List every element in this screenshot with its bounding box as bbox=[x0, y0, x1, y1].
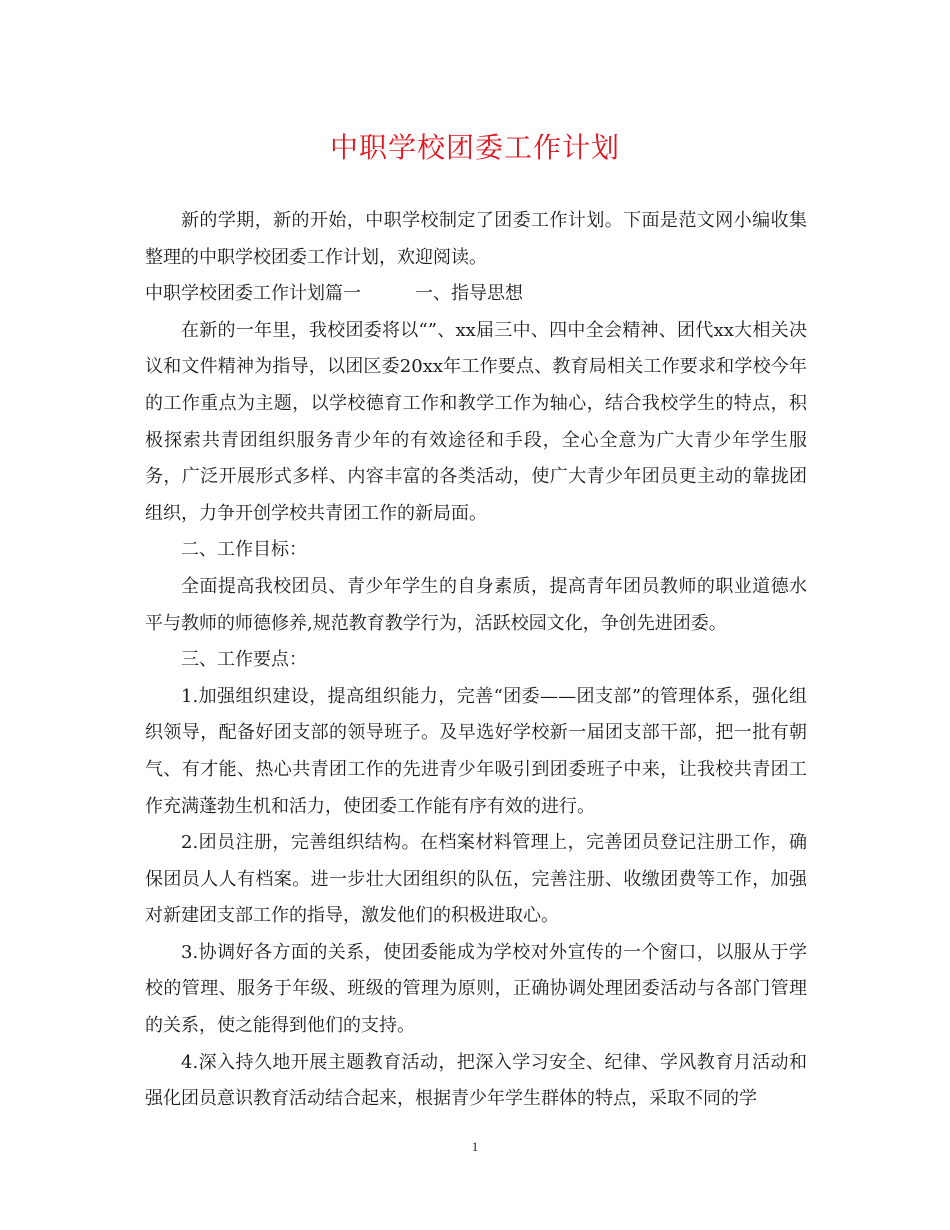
work-goals-paragraph: 全面提高我校团员、青少年学生的自身素质，提高青年团员教师的职业道德水平与教师的师德修养,规范教育教学行为，活跃校园文化，争创先进团委。 bbox=[145, 575, 807, 634]
work-points-heading: 三、工作要点： bbox=[181, 649, 307, 671]
section-heading: 中职学校团委工作计划篇一 一、指导思想 bbox=[145, 283, 523, 305]
work-point-1: 1.加强组织建设，提高组织能力，完善“团委——团支部”的管理体系，强化组织领导，配备好团支部的领导班子。及早选好学校新一届团支部干部，把一批有朝气、有才能、热心共青团工作的先进青少年吸引到团委班子中来，让我校共青团工作充满蓬勃生机和活力，使团委工作能有序有效的进行。 bbox=[145, 685, 807, 817]
page-number: 1 bbox=[471, 1139, 479, 1154]
work-goals-heading: 二、工作目标： bbox=[181, 539, 307, 561]
intro-paragraph: 新的学期，新的开始，中职学校制定了团委工作计划。下面是范文网小编收集整理的中职学校团委工作计划，欢迎阅读。 bbox=[145, 210, 807, 268]
document-title: 中职学校团委工作计划 bbox=[329, 131, 620, 164]
document-body bbox=[145, 203, 807, 1118]
guiding-thought-paragraph: 在新的一年里，我校团委将以“”、xx届三中、四中全会精神、团代xx大相关决议和文件精神为指导，以团区委20xx年工作要点、教育局相关工作要求和学校今年的工作重点为主题，以学校德育工作和教学工作为轴心，结合我校学生的特点，积极探索共青团组织服务青少年的有效途径和手段，全心全意为广大青少年学生服务，广泛开展形式多样、内容丰富的各类活动，使广大青少年团员更主动的靠拢团组织，力争开创学校共青团工作的新局面。 bbox=[145, 319, 807, 524]
work-point-3: 3.协调好各方面的关系，使团委能成为学校对外宣传的一个窗口，以服从于学校的管理、服务于年级、班级的管理为原则，正确协调处理团委活动与各部门管理的关系，使之能得到他们的支持。 bbox=[145, 941, 807, 1037]
work-point-2: 2.团员注册，完善组织结构。在档案材料管理上，完善团员登记注册工作，确保团员人人有档案。进一步壮大团组织的队伍，完善注册、收缴团费等工作，加强对新建团支部工作的指导，激发他们的积极进取心。 bbox=[145, 832, 807, 927]
work-point-4: 4.深入持久地开展主题教育活动，把深入学习安全、纪律、学风教育月活动和强化团员意识教育活动结合起来，根据青少年学生群体的特点，采取不同的学 bbox=[145, 1051, 807, 1110]
